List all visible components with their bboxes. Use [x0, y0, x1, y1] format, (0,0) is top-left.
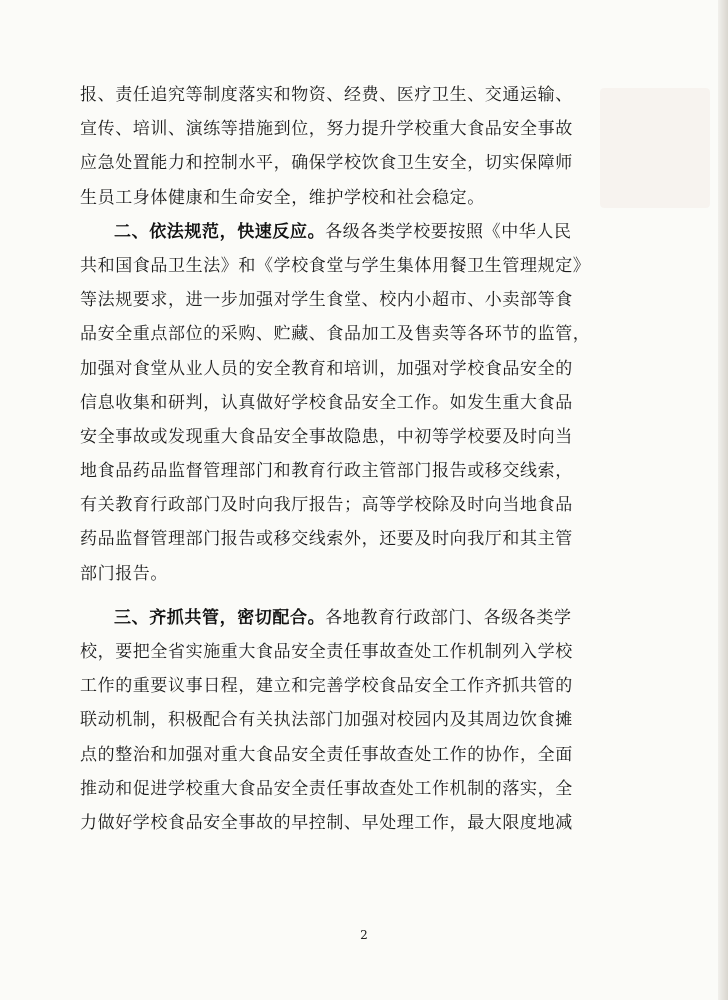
- line-text: 点的整治和加强对重大食品安全责任事故查处工作的协作，全面: [80, 744, 573, 765]
- paragraph-gap: [80, 591, 680, 601]
- text-line: [80, 146, 680, 180]
- text-line: [80, 772, 680, 806]
- text-line: [80, 669, 680, 703]
- line-text: 力做好学校食品安全事故的早控制、早处理工作，最大限度地减: [80, 812, 573, 833]
- line-text: 宣传、培训、演练等措施到位，努力提升学校重大食品安全事故: [80, 119, 573, 140]
- document-body: [80, 78, 680, 840]
- line-text: 部门报告。: [80, 563, 168, 584]
- line-text: 共和国食品卫生法》和《学校食堂与学生集体用餐卫生管理规定》: [80, 255, 591, 276]
- text-line: [80, 215, 680, 249]
- line-text: 安全事故或发现重大食品安全事故隐患，中初等学校要及时向当: [80, 426, 573, 447]
- text-line: [80, 635, 680, 669]
- line-text: 应急处置能力和控制水平，确保学校饮食卫生安全，切实保障师: [80, 153, 573, 174]
- text-line: [80, 317, 680, 351]
- line-text: 校，要把全省实施重大食品安全责任事故查处工作机制列入学校: [80, 642, 573, 662]
- text-line: [80, 283, 680, 317]
- line-text: 信息收集和研判，认真做好学校食品安全工作。如发生重大食品: [80, 392, 573, 413]
- text-line: [80, 488, 680, 522]
- section-heading: 三、齐抓共管，密切配合。: [114, 607, 326, 628]
- line-text: 加强对食堂从业人员的安全教育和培训，加强对学校食品安全的: [80, 358, 573, 379]
- line-text: 品安全重点部位的采购、贮藏、食品加工及售卖等各环节的监管，: [80, 324, 591, 345]
- line-text: 等法规要求，进一步加强对学生食堂、校内小超市、小卖部等食: [80, 290, 573, 311]
- text-line: [80, 78, 680, 112]
- line-text: 各级各类学校要按照《中华人民: [325, 221, 572, 242]
- line-text: 药品监督管理部门报告或移交线索外，还要及时向我厅和其主管: [80, 529, 573, 550]
- line-text: 联动机制，积极配合有关执法部门加强对校园内及其周边饮食摊: [80, 710, 573, 731]
- text-line: [80, 112, 680, 146]
- text-line: [80, 557, 680, 591]
- text-line: [80, 601, 680, 635]
- page-number: 2: [360, 928, 368, 942]
- line-text: 生员工身体健康和生命安全，维护学校和社会稳定。: [80, 187, 485, 208]
- text-line: [80, 703, 680, 737]
- section-heading: 二、依法规范，快速反应。: [114, 221, 326, 242]
- text-line: [80, 181, 680, 215]
- line-text: 工作的重要议事日程，建立和完善学校食品安全工作齐抓共管的: [80, 676, 573, 697]
- line-text: 地食品药品监督管理部门和教育行政主管部门报告或移交线索，: [80, 461, 573, 482]
- text-line: [80, 386, 680, 420]
- line-text: 推动和促进学校重大食品安全责任事故查处工作机制的落实，全: [80, 778, 573, 799]
- text-line: [80, 454, 680, 488]
- text-line: [80, 249, 680, 283]
- text-line: [80, 420, 680, 454]
- line-text: 有关教育行政部门及时向我厅报告；高等学校除及时向当地食品: [80, 495, 573, 516]
- text-line: [80, 522, 680, 556]
- text-line: [80, 352, 680, 386]
- text-line: [80, 806, 680, 840]
- page-edge: [718, 0, 728, 1000]
- line-text: 各地教育行政部门、各级各类学: [325, 607, 572, 628]
- line-text: 报、责任追究等制度落实和物资、经费、医疗卫生、交通运输、: [80, 85, 573, 105]
- text-line: [80, 738, 680, 772]
